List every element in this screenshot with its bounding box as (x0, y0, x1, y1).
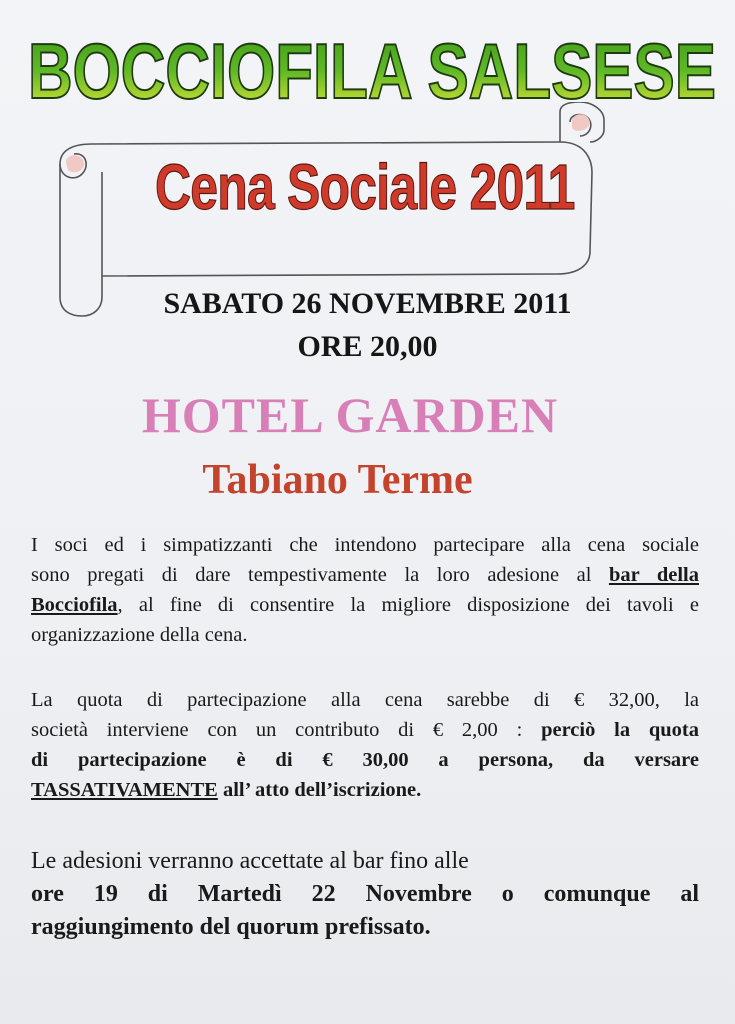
event-banner-scroll (52, 102, 617, 318)
p3-line-3: raggiungimento del quorum prefissato. (31, 914, 431, 940)
p3-line-1: Le adesioni verranno accettate al bar fino alle (31, 848, 469, 874)
tassativamente-text: TASSATIVAMENTE (31, 779, 218, 801)
p2-line-2 (31, 715, 699, 745)
venue-town: Tabiano Terme (202, 457, 473, 503)
paragraph-deadline (31, 845, 699, 944)
event-date: SABATO 26 NOVEMBRE 2011 (163, 287, 572, 320)
venue-name: HOTEL GARDEN (141, 387, 559, 443)
p1-line-3-text: , al fine di consentire la migliore disposizione dei tavoli e (117, 594, 699, 616)
club-title-art (22, 22, 722, 114)
p2-line-2-bold: perciò la quota (541, 719, 699, 741)
event-time: ORE 20,00 (297, 330, 438, 363)
club-title (22, 22, 722, 114)
bocciofila-text: Bocciofila (31, 594, 118, 616)
p1-line-1: I soci ed i simpatizzanti che intendono partecipare alla cena sociale (31, 534, 699, 556)
p1-line-2-text: sono pregati di dare tempestivamente la loro adesione al (31, 564, 609, 586)
p1-line-2 (31, 560, 699, 590)
paragraph-fee (31, 685, 699, 805)
p2-line-1: La quota di partecipazione alla cena sarebbe di € 32,00, la (31, 689, 699, 711)
p2-line-2-text: società interviene con un contributo di € 2,00 : (31, 719, 542, 741)
paragraph-registration (31, 530, 699, 650)
p1-line-4: organizzazione della cena. (31, 624, 248, 646)
club-title-text: BOCCIOFILA SALSESE (28, 27, 716, 114)
p2-line-4-text: all’ atto dell’iscrizione. (217, 779, 422, 801)
event-title: Cena Sociale 2011 (155, 151, 575, 223)
p2-line-4 (31, 775, 699, 805)
p3-line-2: ore 19 di Martedì 22 Novembre o comunque al (31, 881, 699, 907)
p2-line-3: di partecipazione è di € 30,00 a persona, da versare (31, 749, 699, 771)
p1-line-3 (31, 590, 699, 620)
bar-della-text: bar della (608, 564, 699, 586)
